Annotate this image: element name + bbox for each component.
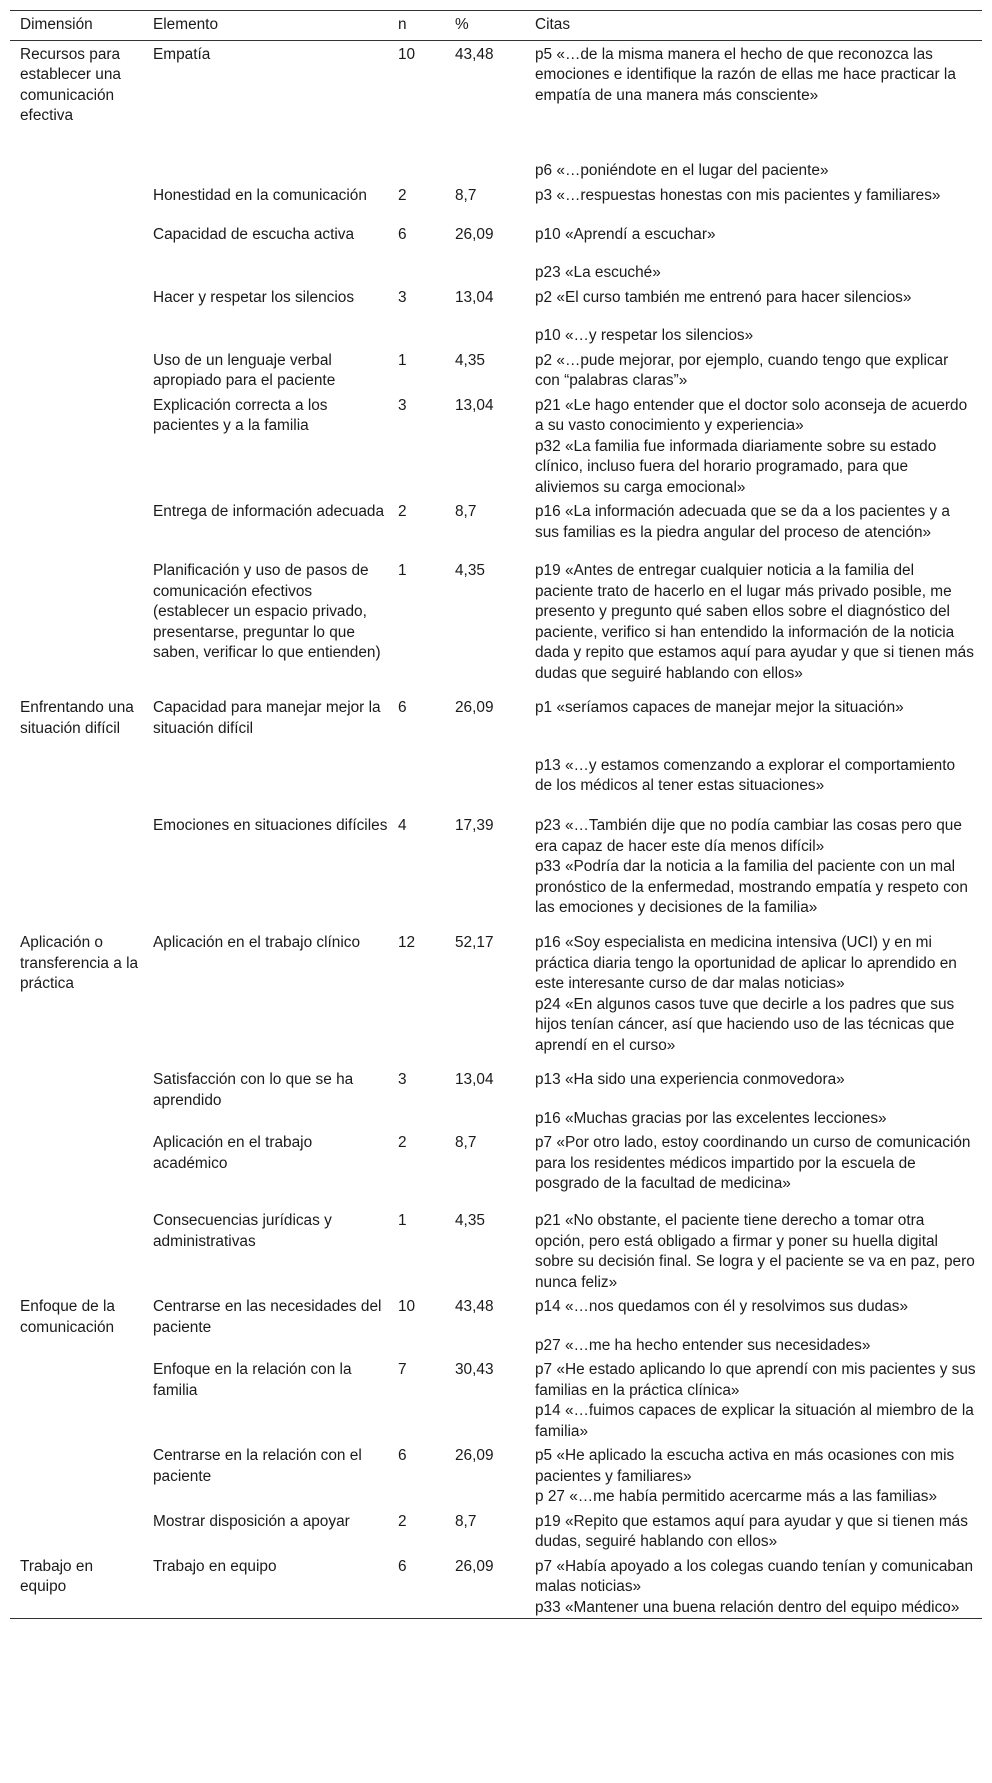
cell-dimension — [10, 498, 143, 557]
table-row — [10, 1356, 982, 1442]
quote-text: p24 «En algunos casos tuve que decirle a los padres que sus hijos tenían cáncer, así que haciendo uso de las técnicas que aprendí en el curso» — [535, 995, 955, 1054]
cell-elemento: Mostrar disposición a apoyar — [153, 1512, 350, 1530]
header-citas: Citas — [525, 11, 982, 40]
cell-n: 10 — [398, 45, 416, 63]
cell-citas — [525, 1293, 982, 1356]
cell-elemento: Capacidad para manejar mejor la situación difícil — [153, 699, 381, 737]
cell-dimension — [10, 1129, 143, 1207]
quote-text: p14 «…fuimos capaces de explicar la situación al miembro de la familia» — [535, 1402, 974, 1440]
cell-percent: 4,35 — [455, 1212, 485, 1229]
table-row — [10, 40, 982, 182]
cell-elemento: Aplicación en el trabajo clínico — [153, 934, 361, 951]
quote-text: p19 «Repito que estamos aquí para ayudar y que si tienen más dudas, seguiré hablando con ellos» — [535, 1512, 968, 1550]
quote-text: p5 «…de la misma manera el hecho de que reconozca las emociones e identifique la razón de ellas me hace practicar la empatía de una manera más consciente» — [535, 45, 956, 104]
cell-citas — [525, 557, 982, 694]
table-row — [10, 694, 982, 812]
cell-dimension — [10, 1207, 143, 1293]
table-row — [10, 498, 982, 557]
cell-elemento: Centrarse en las necesidades del paciente — [153, 1298, 382, 1336]
cell-n: 6 — [398, 1557, 407, 1575]
cell-n: 7 — [398, 1361, 407, 1378]
header-dimension: Dimensión — [10, 11, 143, 40]
cell-dimension — [10, 284, 143, 347]
quote-text: p7 «Había apoyado a los colegas cuando tenían y comunicaban malas noticias» — [535, 1557, 974, 1595]
quote-text: p13 «Ha sido una experiencia conmovedora» — [535, 1071, 845, 1088]
cell-n: 3 — [398, 288, 407, 306]
cell-dimension — [10, 182, 143, 221]
cell-dimension: Enfrentando una situación difícil — [20, 699, 134, 737]
cell-citas — [525, 694, 982, 812]
cell-dimension — [10, 1356, 143, 1442]
cell-n: 12 — [398, 934, 416, 951]
cell-elemento: Hacer y respetar los silencios — [153, 288, 355, 306]
cell-citas — [525, 40, 982, 182]
cell-n: 1 — [398, 351, 407, 369]
cell-percent: 8,7 — [455, 186, 477, 204]
cell-citas — [525, 284, 982, 347]
header-n: n — [388, 11, 445, 40]
cell-n: 2 — [398, 503, 407, 520]
quote-text: p5 «He aplicado la escucha activa en más ocasiones con mis pacientes y familiares» — [535, 1447, 955, 1485]
quote-text: p7 «Por otro lado, estoy coordinando un curso de comunicación para los residentes médicos impartido por la escuela de posgrado de la facultad de medicina» — [535, 1134, 971, 1192]
quote-text: p21 «Le hago entender que el doctor solo aconseja de acuerdo a su vasto conocimiento y experiencia» — [535, 396, 968, 434]
cell-percent: 17,39 — [455, 817, 494, 834]
header-elemento: Elemento — [143, 11, 388, 40]
cell-citas — [525, 812, 982, 929]
cell-citas — [525, 1356, 982, 1442]
table-row — [10, 1442, 982, 1508]
cell-citas — [525, 1207, 982, 1293]
cell-dimension: Trabajo en equipo — [20, 1557, 94, 1595]
cell-dimension — [10, 221, 143, 284]
cell-dimension: Aplicación o transferencia a la práctica — [20, 934, 139, 992]
cell-citas — [525, 347, 982, 392]
cell-percent: 13,04 — [455, 396, 494, 414]
table-header-row — [10, 11, 982, 40]
cell-percent: 26,09 — [455, 699, 494, 716]
cell-percent: 8,7 — [455, 503, 477, 520]
cell-elemento: Centrarse en la relación con el paciente — [153, 1447, 362, 1485]
cell-dimension — [10, 347, 143, 392]
cell-n: 6 — [398, 699, 407, 716]
quote-text: p14 «…nos quedamos con él y resolvimos sus dudas» — [535, 1298, 909, 1315]
quote-text: p23 «La escuché» — [535, 264, 661, 281]
cell-n: 2 — [398, 1512, 407, 1530]
cell-n: 6 — [398, 1447, 407, 1464]
cell-citas — [525, 182, 982, 221]
cell-citas — [525, 1129, 982, 1207]
cell-percent: 4,35 — [455, 351, 485, 369]
cell-elemento: Honestidad en la comunicación — [153, 186, 367, 204]
results-table-container — [10, 10, 982, 1619]
cell-citas — [525, 1508, 982, 1553]
cell-n: 2 — [398, 186, 407, 204]
cell-citas — [525, 1442, 982, 1508]
cell-dimension — [10, 557, 143, 694]
cell-percent: 43,48 — [455, 1298, 494, 1315]
cell-percent: 8,7 — [455, 1134, 477, 1151]
cell-n: 1 — [398, 562, 407, 579]
quote-text: p2 «El curso también me entrenó para hacer silencios» — [535, 288, 912, 306]
table-row — [10, 1508, 982, 1553]
table-row — [10, 221, 982, 284]
cell-n: 10 — [398, 1298, 416, 1315]
quote-text: p3 «…respuestas honestas con mis pacientes y familiares» — [535, 186, 941, 204]
cell-n: 1 — [398, 1212, 407, 1229]
cell-n: 6 — [398, 225, 407, 243]
cell-elemento: Planificación y uso de pasos de comunicación efectivos (establecer un espacio privado, presentarse, preguntar lo que saben, verificar lo que entienden) — [153, 562, 381, 661]
table-row — [10, 347, 982, 392]
quote-text: p32 «La familia fue informada diariamente sobre su estado clínico, incluso fuera del horario programado, para que aliviemos su carga emocional» — [535, 437, 937, 496]
quote-text: p33 «Podría dar la noticia a la familia del paciente con un mal pronóstico de la enfermedad, mostrando empatía y respeto con las emociones y decisiones de la familia» — [535, 858, 968, 916]
cell-percent: 26,09 — [455, 1557, 494, 1575]
cell-dimension: Enfoque de la comunicación — [20, 1298, 115, 1336]
table-row — [10, 1066, 982, 1129]
table-row — [10, 557, 982, 694]
quote-text: p16 «La información adecuada que se da a los pacientes y a sus familias es la piedra angular del proceso de atención» — [535, 503, 950, 541]
quote-text: p10 «…y respetar los silencios» — [535, 327, 754, 344]
quote-text: p33 «Mantener una buena relación dentro del equipo médico» — [535, 1598, 960, 1616]
cell-percent: 30,43 — [455, 1361, 494, 1378]
table-row — [10, 929, 982, 1066]
quote-text: p 27 «…me había permitido acercarme más a las familias» — [535, 1488, 938, 1505]
cell-percent: 52,17 — [455, 934, 494, 951]
cell-n: 4 — [398, 817, 407, 834]
cell-citas — [525, 929, 982, 1066]
quote-text: p2 «…pude mejorar, por ejemplo, cuando tengo que explicar con “palabras claras”» — [535, 351, 949, 389]
cell-elemento: Emociones en situaciones difíciles — [153, 817, 388, 834]
cell-percent: 13,04 — [455, 288, 494, 306]
quote-text: p27 «…me ha hecho entender sus necesidades» — [535, 1336, 871, 1354]
cell-elemento: Trabajo en equipo — [153, 1557, 277, 1575]
cell-elemento: Entrega de información adecuada — [153, 503, 385, 520]
cell-percent: 26,09 — [455, 1447, 494, 1464]
cell-n: 3 — [398, 1071, 407, 1088]
cell-elemento: Aplicación en el trabajo académico — [153, 1134, 313, 1172]
quote-text: p6 «…poniéndote en el lugar del paciente» — [535, 162, 829, 179]
cell-elemento: Consecuencias jurídicas y administrativas — [153, 1212, 332, 1250]
cell-citas — [525, 498, 982, 557]
quote-text: p10 «Aprendí a escuchar» — [535, 225, 716, 243]
cell-citas — [525, 221, 982, 284]
table-row — [10, 284, 982, 347]
table-row — [10, 1207, 982, 1293]
quote-text: p16 «Soy especialista en medicina intensiva (UCI) y en mi práctica diaria tengo la oportunidad de aplicar lo aprendido en este interesante curso de dar malas noticias» — [535, 934, 957, 992]
quote-text: p13 «…y estamos comenzando a explorar el comportamiento de los médicos al tener estas situaciones» — [535, 756, 956, 794]
cell-elemento: Enfoque en la relación con la familia — [153, 1361, 352, 1399]
cell-dimension — [10, 1442, 143, 1508]
cell-elemento: Empatía — [153, 45, 211, 63]
cell-elemento: Satisfacción con lo que se ha aprendido — [153, 1071, 354, 1109]
cell-elemento: Explicación correcta a los pacientes y a la familia — [153, 396, 328, 434]
cell-percent: 43,48 — [455, 45, 494, 63]
cell-percent: 13,04 — [455, 1071, 494, 1088]
quote-text: p16 «Muchas gracias por las excelentes lecciones» — [535, 1109, 887, 1127]
quote-text: p7 «He estado aplicando lo que aprendí con mis pacientes y sus familias en la práctica clínica» — [535, 1361, 976, 1399]
cell-dimension: Recursos para establecer una comunicación efectiva — [20, 45, 121, 124]
cell-dimension — [10, 1508, 143, 1553]
cell-percent: 8,7 — [455, 1512, 477, 1530]
cell-citas — [525, 1553, 982, 1619]
table-row — [10, 1293, 982, 1356]
quote-text: p23 «…También dije que no podía cambiar las cosas pero que era capaz de hacer este día menos difícil» — [535, 817, 962, 855]
cell-n: 2 — [398, 1134, 407, 1151]
table-row — [10, 1129, 982, 1207]
cell-elemento: Capacidad de escucha activa — [153, 225, 355, 243]
quote-text: p21 «No obstante, el paciente tiene derecho a tomar otra opción, pero está obligado a firmar y poner su huella digital sobre su decisión final. Se logra y el paciente se va en paz, pero nunca feliz» — [535, 1212, 975, 1291]
table-row — [10, 392, 982, 499]
cell-percent: 26,09 — [455, 225, 494, 243]
quote-text: p1 «seríamos capaces de manejar mejor la situación» — [535, 699, 904, 716]
table-row — [10, 182, 982, 221]
cell-elemento: Uso de un lenguaje verbal apropiado para el paciente — [153, 351, 336, 389]
table-row — [10, 812, 982, 929]
table-row — [10, 1553, 982, 1619]
cell-dimension — [10, 1066, 143, 1129]
cell-dimension — [10, 392, 143, 499]
results-table — [10, 11, 982, 1618]
cell-dimension — [10, 812, 143, 929]
cell-n: 3 — [398, 396, 407, 414]
cell-citas — [525, 392, 982, 499]
quote-text: p19 «Antes de entregar cualquier noticia a la familia del paciente trato de hacerlo en el lugar más privado posible, me presento y pregunto qué saben ellos sobre el diagnóstico del paciente, verifico si han entendido la información de la noticia dada y repito que estamos aquí para ayudar y que si tienen más dudas que seguiré hablando con ellos» — [535, 562, 974, 682]
cell-citas — [525, 1066, 982, 1129]
table-body — [10, 40, 982, 1618]
header-percent: % — [445, 11, 525, 40]
cell-percent: 4,35 — [455, 562, 485, 579]
